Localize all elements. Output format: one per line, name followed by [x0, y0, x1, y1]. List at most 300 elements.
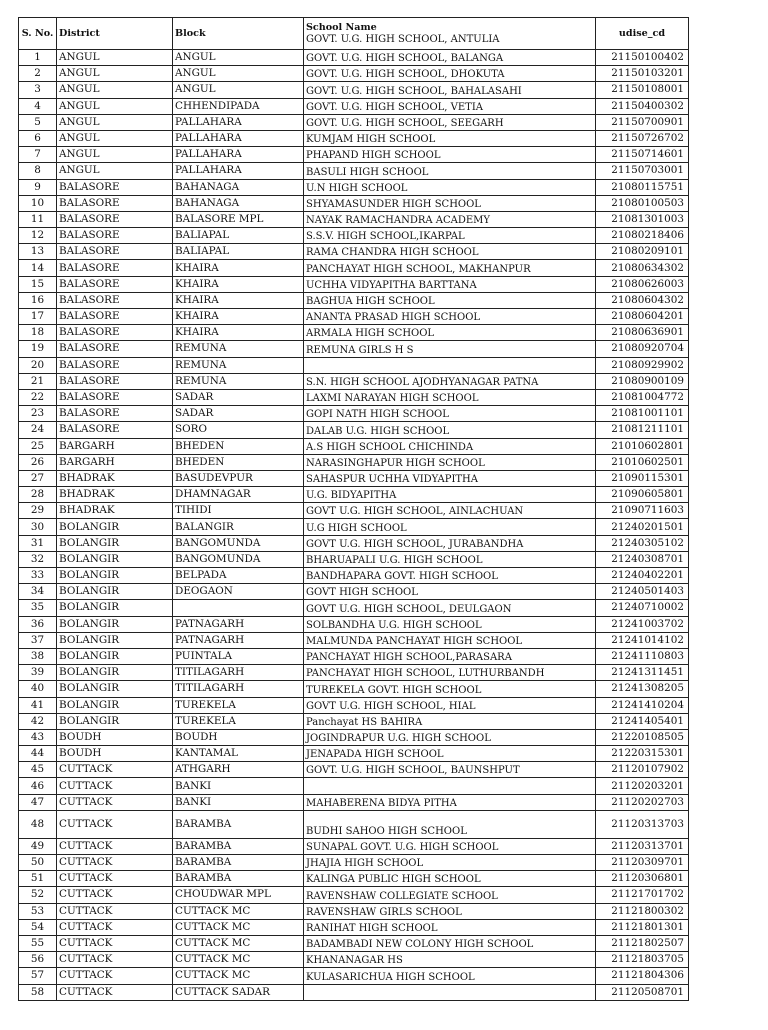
cell-udise: 21240710002 [596, 600, 689, 616]
cell-district: BOLANGIR [57, 648, 173, 664]
cell-block: KHAIRA [173, 260, 304, 276]
cell-block: ANGUL [173, 50, 304, 66]
cell-block: SORO [173, 422, 304, 438]
cell-block: BARAMBA [173, 810, 304, 838]
cell-udise: 21120309701 [596, 855, 689, 871]
cell-district: BALASORE [57, 389, 173, 405]
cell-udise: 21090605801 [596, 487, 689, 503]
cell-school-name: TUREKELA GOVT. HIGH SCHOOL [304, 681, 596, 697]
cell-district: BOLANGIR [57, 551, 173, 567]
cell-sno: 55 [19, 935, 57, 951]
cell-udise: 21150703001 [596, 163, 689, 179]
cell-district: ANGUL [57, 66, 173, 82]
cell-school-name: MAHABERENA BIDYA PITHA [304, 794, 596, 810]
cell-udise: 21241003702 [596, 616, 689, 632]
cell-school-name: S.N. HIGH SCHOOL AJODHYANAGAR PATNA [304, 373, 596, 389]
cell-udise: 21010602501 [596, 454, 689, 470]
cell-district: BALASORE [57, 406, 173, 422]
cell-sno: 51 [19, 871, 57, 887]
cell-udise: 21150103201 [596, 66, 689, 82]
cell-school-name: MALMUNDA PANCHAYAT HIGH SCHOOL [304, 632, 596, 648]
cell-block: BHEDEN [173, 454, 304, 470]
cell-school-name [304, 778, 596, 794]
cell-district: BHADRAK [57, 470, 173, 486]
cell-block: PALLAHARA [173, 147, 304, 163]
cell-school-name: NAYAK RAMACHANDRA ACADEMY [304, 211, 596, 227]
cell-district: ANGUL [57, 50, 173, 66]
cell-udise: 21080636901 [596, 325, 689, 341]
cell-udise: 21010602801 [596, 438, 689, 454]
table-row [19, 729, 689, 745]
cell-block: CUTTACK SADAR [173, 984, 304, 1000]
cell-udise: 21240501403 [596, 584, 689, 600]
cell-udise: 21081004772 [596, 389, 689, 405]
cell-district: BARGARH [57, 438, 173, 454]
cell-school-name: REMUNA GIRLS H S [304, 341, 596, 357]
cell-district: CUTTACK [57, 762, 173, 778]
table-row [19, 887, 689, 903]
cell-sno: 53 [19, 903, 57, 919]
cell-school-name: GOVT U.G. HIGH SCHOOL, JURABANDHA [304, 535, 596, 551]
cell-sno: 11 [19, 211, 57, 227]
table-row [19, 438, 689, 454]
cell-block: PALLAHARA [173, 130, 304, 146]
cell-school-name: LAXMI NARAYAN HIGH SCHOOL [304, 389, 596, 405]
cell-district: ANGUL [57, 114, 173, 130]
cell-school-name: SHYAMASUNDER HIGH SCHOOL [304, 195, 596, 211]
table-row [19, 519, 689, 535]
cell-sno: 27 [19, 470, 57, 486]
cell-sno: 43 [19, 729, 57, 745]
cell-block: ANGUL [173, 82, 304, 98]
cell-udise: 21240305102 [596, 535, 689, 551]
cell-sno: 48 [19, 810, 57, 838]
cell-district: CUTTACK [57, 838, 173, 854]
cell-sno: 8 [19, 163, 57, 179]
cell-district: CUTTACK [57, 855, 173, 871]
cell-udise: 21121800302 [596, 903, 689, 919]
cell-sno: 40 [19, 681, 57, 697]
cell-block: ANGUL [173, 66, 304, 82]
cell-school-name: ARMALA HIGH SCHOOL [304, 325, 596, 341]
table-row [19, 422, 689, 438]
header-sno: S. No. [19, 18, 57, 50]
cell-school-name: Panchayat HS BAHIRA [304, 713, 596, 729]
cell-district: BALASORE [57, 211, 173, 227]
table-row [19, 616, 689, 632]
cell-sno: 10 [19, 195, 57, 211]
cell-school-name: GOPI NATH HIGH SCHOOL [304, 406, 596, 422]
table-row [19, 179, 689, 195]
table-row [19, 389, 689, 405]
cell-udise: 21081001101 [596, 406, 689, 422]
cell-block: BARAMBA [173, 855, 304, 871]
table-row [19, 903, 689, 919]
cell-udise: 21150108001 [596, 82, 689, 98]
table-row [19, 341, 689, 357]
cell-school-name: DALAB U.G. HIGH SCHOOL [304, 422, 596, 438]
cell-udise: 21120107902 [596, 762, 689, 778]
cell-school-name: RANIHAT HIGH SCHOOL [304, 919, 596, 935]
cell-school-name [304, 357, 596, 373]
table-row [19, 357, 689, 373]
cell-sno: 19 [19, 341, 57, 357]
cell-district: BOLANGIR [57, 519, 173, 535]
cell-district: BALASORE [57, 341, 173, 357]
table-row [19, 503, 689, 519]
cell-block [173, 600, 304, 616]
table-row [19, 211, 689, 227]
cell-district: BOLANGIR [57, 697, 173, 713]
table-row [19, 82, 689, 98]
cell-block: BHEDEN [173, 438, 304, 454]
cell-school-name: GOVT U.G. HIGH SCHOOL, HIAL [304, 697, 596, 713]
cell-school-name [304, 984, 596, 1000]
table-row [19, 114, 689, 130]
cell-district: BOLANGIR [57, 681, 173, 697]
cell-district: BARGARH [57, 454, 173, 470]
cell-udise: 21241014102 [596, 632, 689, 648]
cell-block: BANGOMUNDA [173, 535, 304, 551]
cell-block: CUTTACK MC [173, 935, 304, 951]
cell-district: CUTTACK [57, 871, 173, 887]
cell-block: BARAMBA [173, 838, 304, 854]
cell-district: BALASORE [57, 276, 173, 292]
cell-udise: 21090711603 [596, 503, 689, 519]
table-row [19, 584, 689, 600]
cell-block: KHAIRA [173, 309, 304, 325]
cell-sno: 39 [19, 665, 57, 681]
cell-udise: 21121701702 [596, 887, 689, 903]
cell-district: BOLANGIR [57, 584, 173, 600]
cell-block: ATHGARH [173, 762, 304, 778]
cell-sno: 50 [19, 855, 57, 871]
cell-sno: 34 [19, 584, 57, 600]
table-row [19, 130, 689, 146]
cell-school-name: GOVT. U.G. HIGH SCHOOL, VETIA [304, 98, 596, 114]
cell-district: BALASORE [57, 195, 173, 211]
cell-district: BHADRAK [57, 503, 173, 519]
cell-district: BOLANGIR [57, 713, 173, 729]
table-row [19, 535, 689, 551]
cell-school-name: GOVT U.G. HIGH SCHOOL, AINLACHUAN [304, 503, 596, 519]
cell-udise: 21120313703 [596, 810, 689, 838]
table-row [19, 292, 689, 308]
table-row [19, 697, 689, 713]
cell-school-name: PHAPAND HIGH SCHOOL [304, 147, 596, 163]
cell-sno: 38 [19, 648, 57, 664]
cell-block: PALLAHARA [173, 163, 304, 179]
cell-block: BOUDH [173, 729, 304, 745]
table-row [19, 746, 689, 762]
cell-district: BALASORE [57, 357, 173, 373]
cell-school-name: RAVENSHAW COLLEGIATE SCHOOL [304, 887, 596, 903]
cell-udise: 21241308205 [596, 681, 689, 697]
cell-block: CUTTACK MC [173, 903, 304, 919]
cell-school-name: BAGHUA HIGH SCHOOL [304, 292, 596, 308]
cell-block: BALANGIR [173, 519, 304, 535]
school-list-sheet [18, 17, 688, 1001]
table-row [19, 260, 689, 276]
cell-sno: 52 [19, 887, 57, 903]
cell-sno: 28 [19, 487, 57, 503]
cell-block: BANGOMUNDA [173, 551, 304, 567]
cell-block: KHAIRA [173, 325, 304, 341]
cell-block: PATNAGARH [173, 632, 304, 648]
cell-udise: 21080634302 [596, 260, 689, 276]
cell-district: BHADRAK [57, 487, 173, 503]
table-row [19, 163, 689, 179]
cell-block: BELPADA [173, 568, 304, 584]
cell-udise: 21120313701 [596, 838, 689, 854]
cell-block: TITILAGARH [173, 665, 304, 681]
table-row [19, 794, 689, 810]
cell-school-name: GOVT. U.G. HIGH SCHOOL, BAHALASAHI [304, 82, 596, 98]
cell-block: CUTTACK MC [173, 968, 304, 984]
cell-district: ANGUL [57, 130, 173, 146]
table-row [19, 855, 689, 871]
table-row [19, 487, 689, 503]
cell-school-name: PANCHAYAT HIGH SCHOOL,PARASARA [304, 648, 596, 664]
cell-district: BOLANGIR [57, 600, 173, 616]
cell-block: REMUNA [173, 373, 304, 389]
cell-district: BALASORE [57, 260, 173, 276]
cell-udise: 21241410204 [596, 697, 689, 713]
cell-block: CHHENDIPADA [173, 98, 304, 114]
cell-district: BOLANGIR [57, 535, 173, 551]
cell-sno: 3 [19, 82, 57, 98]
cell-school-name: PANCHAYAT HIGH SCHOOL, LUTHURBANDH [304, 665, 596, 681]
cell-district: BALASORE [57, 292, 173, 308]
cell-sno: 45 [19, 762, 57, 778]
cell-school-name: SAHASPUR UCHHA VIDYAPITHA [304, 470, 596, 486]
table-header [19, 18, 689, 50]
cell-school-name: NARASINGHAPUR HIGH SCHOOL [304, 454, 596, 470]
cell-school-name: JOGINDRAPUR U.G. HIGH SCHOOL [304, 729, 596, 745]
cell-sno: 32 [19, 551, 57, 567]
cell-school-name: JENAPADA HIGH SCHOOL [304, 746, 596, 762]
table-row [19, 762, 689, 778]
cell-udise: 21080115751 [596, 179, 689, 195]
cell-school-name: KHANANAGAR HS [304, 952, 596, 968]
cell-school-name: JHAJIA HIGH SCHOOL [304, 855, 596, 871]
cell-sno: 58 [19, 984, 57, 1000]
cell-district: BALASORE [57, 325, 173, 341]
cell-block: KANTAMAL [173, 746, 304, 762]
cell-udise: 21120508701 [596, 984, 689, 1000]
cell-school-name: PANCHAYAT HIGH SCHOOL, MAKHANPUR [304, 260, 596, 276]
cell-block: DHAMNAGAR [173, 487, 304, 503]
cell-district: ANGUL [57, 163, 173, 179]
cell-district: BOUDH [57, 746, 173, 762]
cell-district: CUTTACK [57, 810, 173, 838]
cell-sno: 49 [19, 838, 57, 854]
cell-udise: 21120306801 [596, 871, 689, 887]
table-row [19, 244, 689, 260]
cell-district: BALASORE [57, 373, 173, 389]
cell-block: BALASORE MPL [173, 211, 304, 227]
cell-udise: 21081211101 [596, 422, 689, 438]
cell-district: CUTTACK [57, 887, 173, 903]
table-row [19, 66, 689, 82]
header-school-label: School Name [306, 22, 377, 33]
cell-district: BOLANGIR [57, 665, 173, 681]
cell-school-name: ANANTA PRASAD HIGH SCHOOL [304, 309, 596, 325]
table-row [19, 568, 689, 584]
header-school-overflow: GOVT. U.G. HIGH SCHOOL, ANTULIA [306, 34, 500, 45]
cell-school-name: GOVT. U.G. HIGH SCHOOL, BALANGA [304, 50, 596, 66]
header-udise: udise_cd [596, 18, 689, 50]
cell-udise: 21080100503 [596, 195, 689, 211]
cell-district: CUTTACK [57, 903, 173, 919]
cell-udise: 21080604201 [596, 309, 689, 325]
cell-school-name: S.S.V. HIGH SCHOOL,IKARPAL [304, 228, 596, 244]
cell-sno: 7 [19, 147, 57, 163]
cell-udise: 21121801301 [596, 919, 689, 935]
cell-district: CUTTACK [57, 919, 173, 935]
cell-school-name: A.S HIGH SCHOOL CHICHINDA [304, 438, 596, 454]
cell-sno: 22 [19, 389, 57, 405]
cell-sno: 26 [19, 454, 57, 470]
cell-sno: 47 [19, 794, 57, 810]
table-row [19, 551, 689, 567]
table-row [19, 778, 689, 794]
cell-udise: 21080626003 [596, 276, 689, 292]
table-row [19, 935, 689, 951]
cell-district: CUTTACK [57, 794, 173, 810]
cell-school-name: SUNAPAL GOVT. U.G. HIGH SCHOOL [304, 838, 596, 854]
cell-sno: 18 [19, 325, 57, 341]
table-row [19, 373, 689, 389]
cell-sno: 37 [19, 632, 57, 648]
cell-school-name: GOVT HIGH SCHOOL [304, 584, 596, 600]
cell-school-name: GOVT U.G. HIGH SCHOOL, DEULGAON [304, 600, 596, 616]
cell-block: BAHANAGA [173, 179, 304, 195]
cell-sno: 17 [19, 309, 57, 325]
cell-sno: 42 [19, 713, 57, 729]
table-row [19, 406, 689, 422]
cell-school-name: RAMA CHANDRA HIGH SCHOOL [304, 244, 596, 260]
cell-udise: 21220108505 [596, 729, 689, 745]
cell-block: BAHANAGA [173, 195, 304, 211]
cell-block: SADAR [173, 389, 304, 405]
cell-udise: 21240308701 [596, 551, 689, 567]
cell-school-name: BADAMBADI NEW COLONY HIGH SCHOOL [304, 935, 596, 951]
cell-udise: 21150726702 [596, 130, 689, 146]
cell-sno: 1 [19, 50, 57, 66]
cell-school-name: BANDHAPARA GOVT. HIGH SCHOOL [304, 568, 596, 584]
cell-sno: 12 [19, 228, 57, 244]
cell-school-name: U.N HIGH SCHOOL [304, 179, 596, 195]
cell-district: CUTTACK [57, 968, 173, 984]
cell-block: KHAIRA [173, 276, 304, 292]
cell-district: BALASORE [57, 179, 173, 195]
cell-district: BOLANGIR [57, 568, 173, 584]
cell-block: TUREKELA [173, 713, 304, 729]
cell-udise: 21241110803 [596, 648, 689, 664]
cell-udise: 21080929902 [596, 357, 689, 373]
cell-udise: 21150700901 [596, 114, 689, 130]
cell-udise: 21080920704 [596, 341, 689, 357]
cell-udise: 21240201501 [596, 519, 689, 535]
cell-block: DEOGAON [173, 584, 304, 600]
cell-sno: 30 [19, 519, 57, 535]
cell-district: BOUDH [57, 729, 173, 745]
cell-sno: 25 [19, 438, 57, 454]
table-body [19, 50, 689, 1001]
cell-sno: 23 [19, 406, 57, 422]
table-row [19, 919, 689, 935]
cell-district: BOLANGIR [57, 632, 173, 648]
cell-school-name: GOVT. U.G. HIGH SCHOOL, BAUNSHPUT [304, 762, 596, 778]
cell-sno: 20 [19, 357, 57, 373]
cell-sno: 5 [19, 114, 57, 130]
table-row [19, 681, 689, 697]
cell-sno: 16 [19, 292, 57, 308]
cell-udise: 21120202703 [596, 794, 689, 810]
cell-udise: 21121802507 [596, 935, 689, 951]
table-row [19, 276, 689, 292]
cell-block: CHOUDWAR MPL [173, 887, 304, 903]
cell-block: BALIAPAL [173, 228, 304, 244]
table-row [19, 98, 689, 114]
cell-sno: 14 [19, 260, 57, 276]
cell-block: BANKI [173, 794, 304, 810]
cell-school-name: RAVENSHAW GIRLS SCHOOL [304, 903, 596, 919]
cell-school-name: BASULI HIGH SCHOOL [304, 163, 596, 179]
cell-sno: 31 [19, 535, 57, 551]
cell-block: TIHIDI [173, 503, 304, 519]
cell-udise: 21081301003 [596, 211, 689, 227]
header-district: District [57, 18, 173, 50]
table-row [19, 454, 689, 470]
cell-district: ANGUL [57, 98, 173, 114]
school-table [18, 17, 689, 1001]
table-row [19, 984, 689, 1000]
cell-udise: 21080604302 [596, 292, 689, 308]
cell-district: BALASORE [57, 422, 173, 438]
cell-sno: 29 [19, 503, 57, 519]
cell-sno: 24 [19, 422, 57, 438]
cell-school-name: KULASARICHUA HIGH SCHOOL [304, 968, 596, 984]
cell-sno: 56 [19, 952, 57, 968]
cell-block: BALIAPAL [173, 244, 304, 260]
cell-sno: 33 [19, 568, 57, 584]
cell-udise: 21080218406 [596, 228, 689, 244]
cell-sno: 41 [19, 697, 57, 713]
cell-school-name: GOVT. U.G. HIGH SCHOOL, SEEGARH [304, 114, 596, 130]
cell-school-name: U.G. BIDYAPITHA [304, 487, 596, 503]
cell-district: ANGUL [57, 82, 173, 98]
cell-sno: 2 [19, 66, 57, 82]
table-row [19, 838, 689, 854]
cell-school-name: BHARUAPALI U.G. HIGH SCHOOL [304, 551, 596, 567]
cell-block: REMUNA [173, 357, 304, 373]
cell-district: CUTTACK [57, 935, 173, 951]
cell-district: BALASORE [57, 228, 173, 244]
table-row [19, 325, 689, 341]
cell-district: CUTTACK [57, 952, 173, 968]
cell-block: BASUDEVPUR [173, 470, 304, 486]
cell-school-name: GOVT. U.G. HIGH SCHOOL, DHOKUTA [304, 66, 596, 82]
cell-udise: 21220315301 [596, 746, 689, 762]
cell-sno: 46 [19, 778, 57, 794]
cell-school-name: U.G HIGH SCHOOL [304, 519, 596, 535]
cell-block: PATNAGARH [173, 616, 304, 632]
cell-udise: 21241311451 [596, 665, 689, 681]
cell-sno: 57 [19, 968, 57, 984]
cell-block: CUTTACK MC [173, 919, 304, 935]
